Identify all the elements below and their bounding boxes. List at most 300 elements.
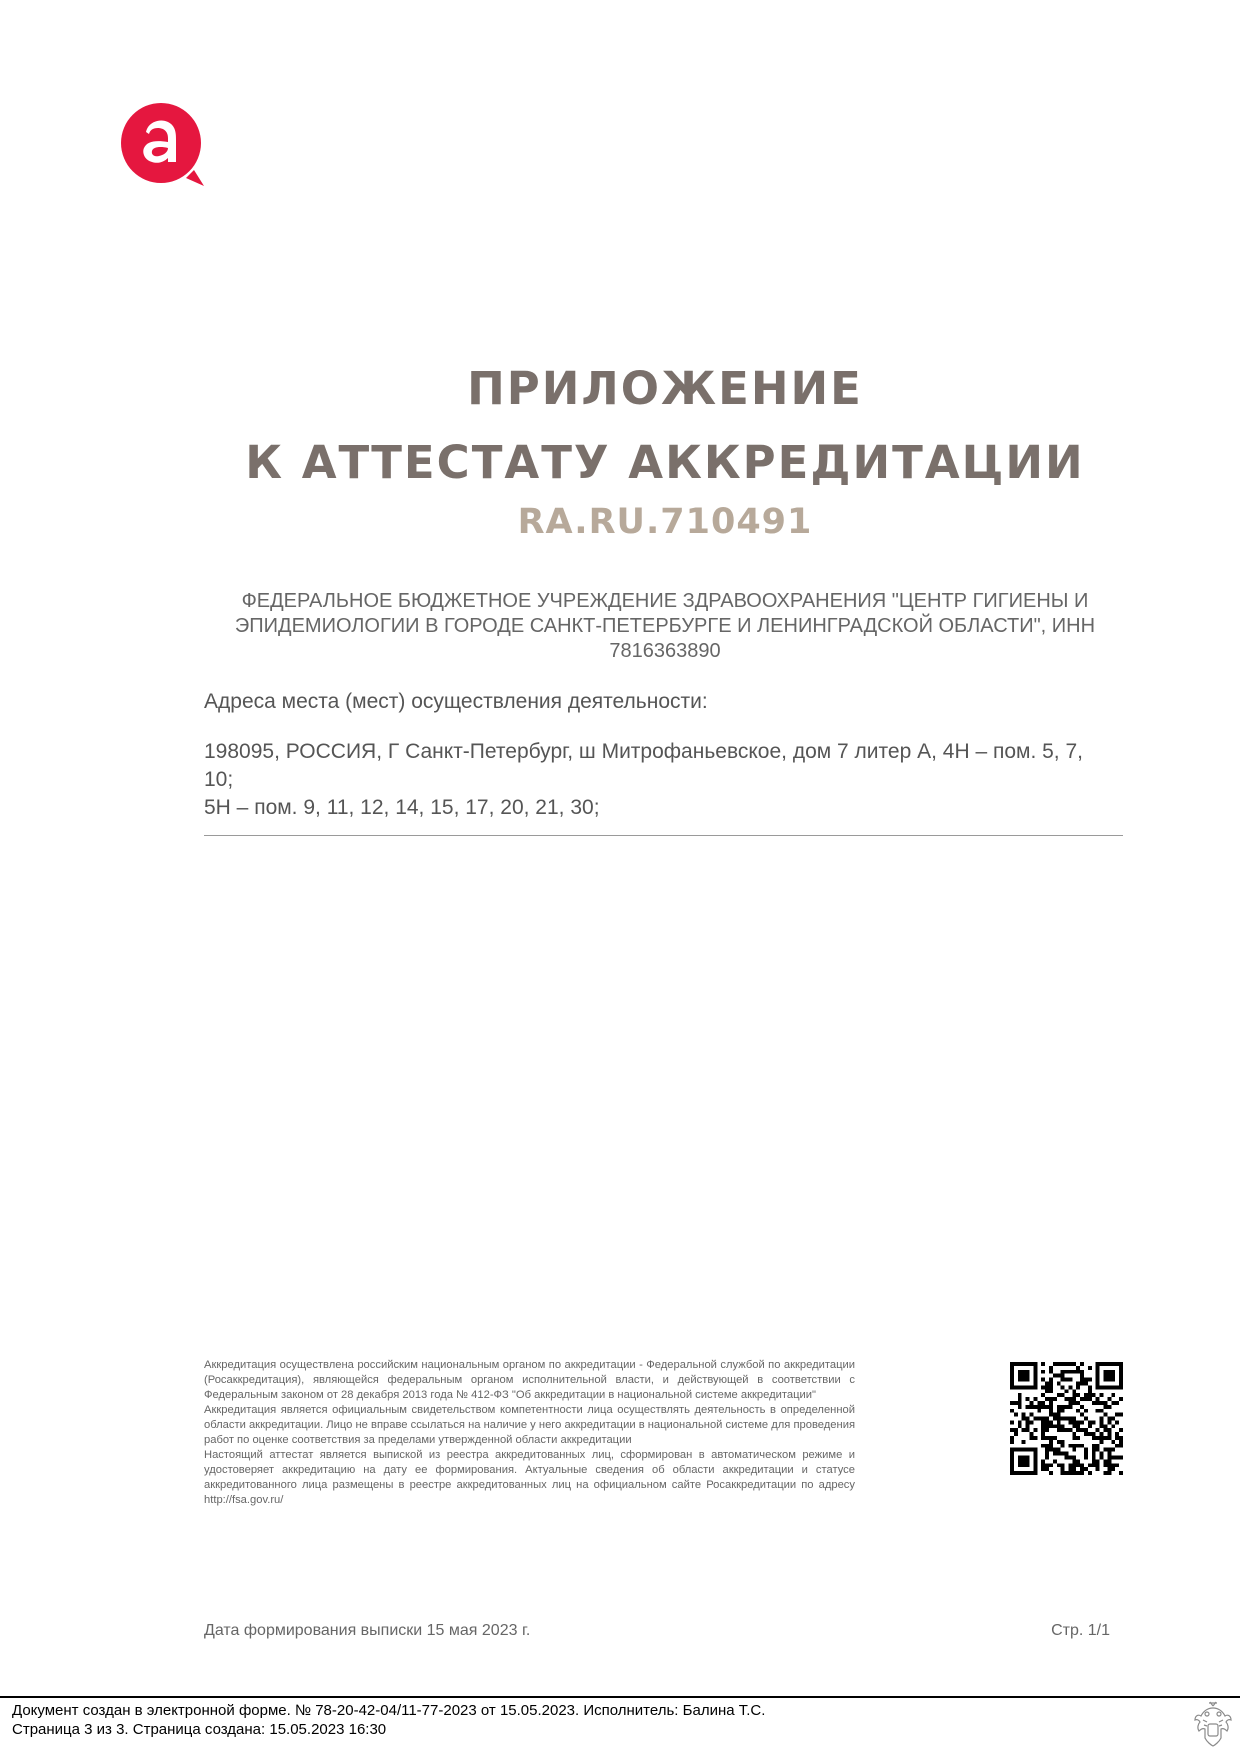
qr-module	[1037, 1409, 1041, 1413]
qr-module	[1068, 1463, 1072, 1467]
qr-module	[1045, 1405, 1049, 1409]
qr-module	[1115, 1420, 1119, 1424]
footer-line-1: Документ создан в электронной форме. № 78-20-42-04/11-77-2023 от 15.05.2023. Исполнитель: Балина Т.С.	[12, 1702, 766, 1719]
qr-module	[1061, 1428, 1065, 1432]
qr-module	[1022, 1463, 1026, 1467]
qr-module	[1096, 1463, 1100, 1467]
qr-module	[1014, 1362, 1018, 1366]
qr-module	[1115, 1432, 1119, 1436]
qr-module	[1115, 1413, 1119, 1417]
qr-module	[1104, 1405, 1108, 1409]
qr-module	[1092, 1456, 1096, 1460]
qr-module	[1053, 1452, 1057, 1456]
qr-module	[1033, 1459, 1037, 1463]
qr-module	[1049, 1389, 1053, 1393]
qr-module	[1111, 1393, 1115, 1397]
qr-module	[1068, 1370, 1072, 1374]
qr-module	[1018, 1393, 1022, 1397]
qr-module	[1057, 1440, 1061, 1444]
qr-module	[1096, 1409, 1100, 1413]
qr-module	[1084, 1448, 1088, 1452]
qr-module	[1018, 1378, 1022, 1382]
qr-module	[1022, 1448, 1026, 1452]
qr-module	[1096, 1381, 1100, 1385]
qr-module	[1029, 1432, 1033, 1436]
qr-module	[1029, 1448, 1033, 1452]
qr-module	[1053, 1362, 1057, 1366]
organization-name: ФЕДЕРАЛЬНОЕ БЮДЖЕТНОЕ УЧРЕЖДЕНИЕ ЗДРАВООХРАНЕНИЯ "ЦЕНТР ГИГИЕНЫ И ЭПИДЕМИОЛОГИИ В ГОРОДЕ САНКТ-ПЕТЕРБУРГЕ И ЛЕНИНГРАДСКОЙ ОБЛАСТИ", ИНН 7816363890	[234, 590, 1096, 662]
qr-module	[1068, 1417, 1072, 1421]
qr-module	[1041, 1401, 1045, 1405]
qr-module	[1068, 1385, 1072, 1389]
qr-module	[1084, 1409, 1088, 1413]
qr-module	[1049, 1444, 1053, 1448]
qr-module	[1033, 1456, 1037, 1460]
qr-module	[1119, 1440, 1123, 1444]
qr-module	[1022, 1456, 1026, 1460]
qr-module	[1084, 1381, 1088, 1385]
qr-module	[1115, 1444, 1119, 1448]
qr-module	[1076, 1393, 1080, 1397]
qr-module	[1096, 1366, 1100, 1370]
qr-module	[1080, 1397, 1084, 1401]
qr-module	[1045, 1424, 1049, 1428]
address-line-1: 198095, РОССИЯ, Г Санкт-Петербург, ш Митрофаньевское, дом 7 литер А, 4Н – пом. 5, 7, 10;	[204, 740, 1083, 791]
qr-module	[1104, 1370, 1108, 1374]
qr-module	[1061, 1440, 1065, 1444]
qr-module	[1119, 1471, 1123, 1475]
qr-module	[1092, 1420, 1096, 1424]
qr-module	[1061, 1444, 1065, 1448]
qr-module	[1041, 1428, 1045, 1432]
legal-paragraph-3: Настоящий аттестат является выпиской из реестра аккредитованных лиц, сформирован в автоматическом режиме и удостоверяет аккредитацию на дату ее формирования. Актуальные сведения об области аккредитации и статусе аккредитованного лица размещены в реестре аккредитованных лиц на официальном сайте Росаккредитации по адресу http://fsa.gov.ru/	[204, 1449, 855, 1506]
qr-module	[1057, 1393, 1061, 1397]
qr-module	[1041, 1436, 1045, 1440]
qr-module	[1104, 1459, 1108, 1463]
qr-module	[1088, 1420, 1092, 1424]
qr-module	[1080, 1362, 1084, 1366]
qr-module	[1041, 1463, 1045, 1467]
qr-module	[1072, 1444, 1076, 1448]
qr-module	[1041, 1405, 1045, 1409]
qr-module	[1033, 1463, 1037, 1467]
qr-module	[1092, 1463, 1096, 1467]
qr-module	[1029, 1362, 1033, 1366]
registration-number: RA.RU.710491	[517, 502, 813, 542]
qr-module	[1026, 1370, 1030, 1374]
qr-module	[1096, 1436, 1100, 1440]
qr-module	[1107, 1405, 1111, 1409]
qr-module	[1072, 1417, 1076, 1421]
qr-module	[1088, 1432, 1092, 1436]
qr-module	[1084, 1467, 1088, 1471]
qr-module	[1080, 1370, 1084, 1374]
qr-module	[1119, 1378, 1123, 1382]
qr-module	[1018, 1370, 1022, 1374]
qr-module	[1096, 1467, 1100, 1471]
address-label: Адреса места (мест) осуществления деятельности:	[204, 690, 708, 713]
qr-module	[1080, 1420, 1084, 1424]
qr-module	[1076, 1471, 1080, 1475]
qr-module	[1026, 1471, 1030, 1475]
qr-module	[1111, 1362, 1115, 1366]
qr-module	[1061, 1374, 1065, 1378]
qr-module	[1045, 1428, 1049, 1432]
qr-module	[1022, 1459, 1026, 1463]
qr-module	[1061, 1463, 1065, 1467]
qr-module	[1072, 1362, 1076, 1366]
qr-module	[1119, 1456, 1123, 1460]
qr-module	[1111, 1448, 1115, 1452]
qr-module	[1107, 1362, 1111, 1366]
qr-module	[1111, 1417, 1115, 1421]
qr-module	[1072, 1463, 1076, 1467]
qr-module	[1072, 1436, 1076, 1440]
qr-module	[1088, 1393, 1092, 1397]
qr-module	[1033, 1467, 1037, 1471]
issued-date: Дата формирования выписки 15 мая 2023 г.	[204, 1622, 531, 1639]
qr-module	[1080, 1444, 1084, 1448]
qr-module	[1010, 1452, 1014, 1456]
qr-module	[1033, 1381, 1037, 1385]
qr-module	[1041, 1420, 1045, 1424]
qr-module	[1088, 1366, 1092, 1370]
qr-module	[1107, 1436, 1111, 1440]
qr-module	[1045, 1420, 1049, 1424]
qr-module	[1092, 1448, 1096, 1452]
qr-module	[1119, 1444, 1123, 1448]
qr-module	[1026, 1385, 1030, 1389]
qr-module	[1088, 1471, 1092, 1475]
qr-module	[1092, 1452, 1096, 1456]
qr-module	[1010, 1381, 1014, 1385]
qr-module	[1068, 1420, 1072, 1424]
qr-module	[1096, 1444, 1100, 1448]
legal-paragraph-2: Аккредитация является официальным свидетельством компетентности лица осуществлять деятельность в определенной области аккредитации. Лицо не вправе ссылаться на наличие у него аккредитации в национальной системе для проведения работ по оценке соответствия за пределами утвержденной области аккредитации	[204, 1404, 855, 1446]
qr-module	[1061, 1409, 1065, 1413]
qr-module	[1053, 1424, 1057, 1428]
qr-module	[1033, 1378, 1037, 1382]
qr-module	[1080, 1374, 1084, 1378]
qr-module	[1115, 1362, 1119, 1366]
qr-module	[1115, 1436, 1119, 1440]
qr-module	[1119, 1428, 1123, 1432]
qr-module	[1104, 1448, 1108, 1452]
qr-module	[1072, 1424, 1076, 1428]
qr-module	[1076, 1459, 1080, 1463]
qr-module	[1111, 1467, 1115, 1471]
qr-module	[1088, 1385, 1092, 1389]
qr-module	[1115, 1385, 1119, 1389]
qr-module	[1076, 1424, 1080, 1428]
qr-module	[1119, 1413, 1123, 1417]
qr-module	[1014, 1401, 1018, 1405]
qr-module	[1014, 1385, 1018, 1389]
qr-module	[1057, 1428, 1061, 1432]
qr-module	[1037, 1401, 1041, 1405]
qr-module	[1018, 1362, 1022, 1366]
qr-module	[1072, 1370, 1076, 1374]
qr-module	[1104, 1413, 1108, 1417]
qr-module	[1057, 1448, 1061, 1452]
qr-module	[1029, 1413, 1033, 1417]
qr-module	[1041, 1370, 1045, 1374]
qr-module	[1088, 1397, 1092, 1401]
qr-module	[1080, 1471, 1084, 1475]
qr-module	[1104, 1471, 1108, 1475]
qr-module	[1045, 1397, 1049, 1401]
qr-module	[1104, 1362, 1108, 1366]
qr-module	[1104, 1436, 1108, 1440]
qr-module	[1010, 1471, 1014, 1475]
qr-module	[1053, 1397, 1057, 1401]
qr-module	[1080, 1467, 1084, 1471]
qr-module	[1010, 1378, 1014, 1382]
qr-module	[1104, 1378, 1108, 1382]
qr-module	[1022, 1362, 1026, 1366]
qr-module	[1018, 1420, 1022, 1424]
qr-module	[1119, 1381, 1123, 1385]
qr-module	[1053, 1417, 1057, 1421]
qr-module	[1080, 1405, 1084, 1409]
qr-module	[1010, 1370, 1014, 1374]
qr-module	[1104, 1428, 1108, 1432]
document-title-line-1: ПРИЛОЖЕНИЕ	[467, 362, 863, 415]
qr-module	[1057, 1413, 1061, 1417]
qr-module	[1084, 1428, 1088, 1432]
qr-module	[1010, 1467, 1014, 1471]
qr-module	[1022, 1413, 1026, 1417]
qr-module	[1049, 1440, 1053, 1444]
qr-module	[1100, 1362, 1104, 1366]
qr-module	[1029, 1401, 1033, 1405]
qr-module	[1068, 1401, 1072, 1405]
page-number: Стр. 1/1	[1051, 1622, 1110, 1639]
qr-module	[1057, 1424, 1061, 1428]
qr-module	[1092, 1393, 1096, 1397]
qr-module	[1088, 1463, 1092, 1467]
qr-module	[1092, 1401, 1096, 1405]
qr-module	[1053, 1374, 1057, 1378]
qr-module	[1076, 1444, 1080, 1448]
qr-module	[1100, 1424, 1104, 1428]
qr-module	[1026, 1405, 1030, 1409]
qr-module	[1018, 1374, 1022, 1378]
qr-module	[1049, 1463, 1053, 1467]
qr-module	[1018, 1385, 1022, 1389]
qr-module	[1065, 1397, 1069, 1401]
qr-module	[1111, 1456, 1115, 1460]
qr-module	[1107, 1370, 1111, 1374]
qr-module	[1022, 1417, 1026, 1421]
qr-module	[1049, 1448, 1053, 1452]
qr-module	[1061, 1385, 1065, 1389]
coat-of-arms-icon	[1193, 1700, 1233, 1748]
qr-module	[1010, 1440, 1014, 1444]
qr-module	[1068, 1397, 1072, 1401]
qr-module	[1092, 1436, 1096, 1440]
qr-module	[1107, 1463, 1111, 1467]
qr-module	[1072, 1393, 1076, 1397]
qr-module	[1022, 1385, 1026, 1389]
qr-module	[1010, 1409, 1014, 1413]
qr-module	[1045, 1463, 1049, 1467]
qr-module	[1045, 1389, 1049, 1393]
qr-module	[1045, 1385, 1049, 1389]
qr-module	[1065, 1389, 1069, 1393]
qr-module	[1057, 1405, 1061, 1409]
qr-module	[1018, 1405, 1022, 1409]
qr-module	[1068, 1467, 1072, 1471]
qr-module	[1104, 1374, 1108, 1378]
qr-module	[1107, 1467, 1111, 1471]
qr-module	[1041, 1362, 1045, 1366]
qr-module	[1029, 1385, 1033, 1389]
qr-module	[1065, 1405, 1069, 1409]
qr-module	[1029, 1436, 1033, 1440]
qr-module	[1029, 1405, 1033, 1409]
qr-module	[1041, 1385, 1045, 1389]
qr-module	[1100, 1393, 1104, 1397]
qr-module	[1033, 1471, 1037, 1475]
qr-module	[1068, 1471, 1072, 1475]
qr-module	[1115, 1456, 1119, 1460]
qr-module	[1010, 1463, 1014, 1467]
qr-module	[1033, 1385, 1037, 1389]
qr-module	[1014, 1448, 1018, 1452]
qr-module	[1057, 1463, 1061, 1467]
qr-module	[1076, 1463, 1080, 1467]
qr-module	[1076, 1420, 1080, 1424]
qr-module	[1076, 1381, 1080, 1385]
qr-module	[1107, 1459, 1111, 1463]
document-title-line-2: К АТТЕСТАТУ АККРЕДИТАЦИИ	[245, 436, 1085, 489]
qr-module	[1026, 1397, 1030, 1401]
qr-module	[1084, 1456, 1088, 1460]
qr-module	[1049, 1424, 1053, 1428]
qr-module	[1076, 1436, 1080, 1440]
qr-module	[1107, 1378, 1111, 1382]
qr-module	[1111, 1378, 1115, 1382]
qr-module	[1061, 1452, 1065, 1456]
qr-module	[1061, 1378, 1065, 1382]
qr-module	[1065, 1428, 1069, 1432]
qr-module	[1033, 1417, 1037, 1421]
qr-module	[1107, 1417, 1111, 1421]
qr-module	[1053, 1413, 1057, 1417]
qr-module	[1057, 1452, 1061, 1456]
qr-module	[1107, 1397, 1111, 1401]
qr-module	[1065, 1456, 1069, 1460]
qr-module	[1010, 1436, 1014, 1440]
qr-module	[1014, 1432, 1018, 1436]
address-text	[204, 738, 1104, 822]
qr-module	[1107, 1471, 1111, 1475]
qr-module	[1033, 1428, 1037, 1432]
qr-module	[1026, 1378, 1030, 1382]
qr-module	[1014, 1428, 1018, 1432]
qr-module	[1010, 1374, 1014, 1378]
qr-module	[1053, 1436, 1057, 1440]
qr-module	[1037, 1405, 1041, 1409]
qr-module	[1111, 1385, 1115, 1389]
qr-module	[1104, 1401, 1108, 1405]
qr-module	[1018, 1448, 1022, 1452]
footer-text	[12, 1701, 765, 1739]
qr-module	[1010, 1401, 1014, 1405]
qr-module	[1076, 1401, 1080, 1405]
qr-module	[1026, 1362, 1030, 1366]
qr-module	[1096, 1385, 1100, 1389]
qr-module	[1045, 1452, 1049, 1456]
qr-module	[1088, 1389, 1092, 1393]
qr-module	[1084, 1397, 1088, 1401]
qr-module	[1096, 1397, 1100, 1401]
qr-module	[1045, 1444, 1049, 1448]
qr-module	[1010, 1459, 1014, 1463]
qr-module	[1049, 1366, 1053, 1370]
qr-module	[1041, 1444, 1045, 1448]
qr-module	[1104, 1463, 1108, 1467]
qr-module	[1072, 1420, 1076, 1424]
divider	[204, 835, 1123, 836]
qr-module	[1111, 1401, 1115, 1405]
qr-module	[1049, 1420, 1053, 1424]
qr-module	[1104, 1424, 1108, 1428]
legal-paragraph-1: Аккредитация осуществлена российским национальным органом по аккредитации - Федеральной службой по аккредитации (Росаккредитация), являющейся федеральным органом исполнительной власти, и действующей в соответствии с Федеральным законом от 28 декабря 2013 года № 412-ФЗ "Об аккредитации в национальной системе аккредитации"	[204, 1359, 855, 1401]
qr-module	[1072, 1456, 1076, 1460]
qr-module	[1014, 1413, 1018, 1417]
qr-module	[1041, 1417, 1045, 1421]
qr-module	[1068, 1405, 1072, 1409]
qr-module	[1100, 1385, 1104, 1389]
qr-module	[1072, 1471, 1076, 1475]
qr-module	[1100, 1417, 1104, 1421]
qr-module	[1061, 1370, 1065, 1374]
qr-module	[1100, 1440, 1104, 1444]
qr-module	[1045, 1436, 1049, 1440]
qr-module	[1029, 1471, 1033, 1475]
qr-module	[1072, 1432, 1076, 1436]
qr-module	[1111, 1424, 1115, 1428]
qr-module	[1072, 1448, 1076, 1452]
qr-module	[1080, 1381, 1084, 1385]
qr-module	[1096, 1378, 1100, 1382]
qr-module	[1061, 1424, 1065, 1428]
qr-module	[1049, 1401, 1053, 1405]
qr-module	[1088, 1378, 1092, 1382]
qr-module	[1029, 1420, 1033, 1424]
qr-module	[1033, 1436, 1037, 1440]
qr-module	[1076, 1385, 1080, 1389]
qr-module	[1045, 1381, 1049, 1385]
qr-module	[1057, 1381, 1061, 1385]
qr-module	[1010, 1385, 1014, 1389]
qr-module	[1065, 1362, 1069, 1366]
qr-module	[1100, 1409, 1104, 1413]
qr-module	[1096, 1374, 1100, 1378]
qr-module	[1018, 1424, 1022, 1428]
qr-module	[1080, 1428, 1084, 1432]
qr-module	[1026, 1424, 1030, 1428]
qr-module	[1045, 1456, 1049, 1460]
qr-module	[1022, 1374, 1026, 1378]
qr-module	[1096, 1428, 1100, 1432]
qr-module	[1049, 1397, 1053, 1401]
qr-module	[1010, 1362, 1014, 1366]
qr-module	[1014, 1471, 1018, 1475]
qr-module	[1018, 1463, 1022, 1467]
